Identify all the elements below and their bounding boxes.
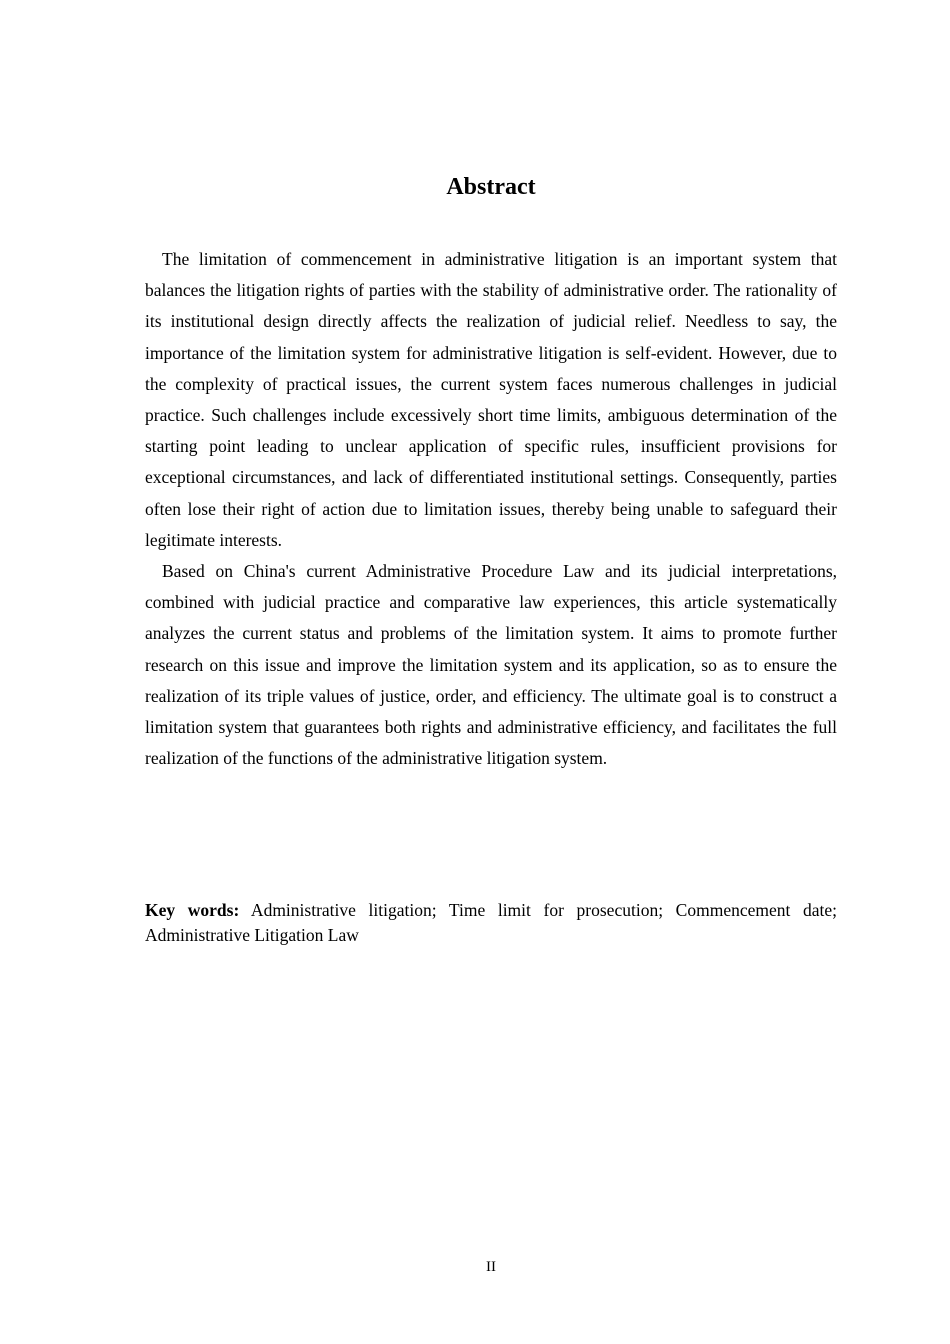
- abstract-paragraph-2: Based on China's current Administrative Procedure Law and its judicial interpretations, combined with judicial practice and comparative law experiences, this article systematically analyzes the current status and problems of the limitation system. It aims to promote further research on this issue and improve the limitation system and its application, so as to ensure the realization of its triple values of justice, order, and efficiency. The ultimate goal is to construct a limitation system that guarantees both rights and administrative efficiency, and facilitates the full realization of the functions of the administrative litigation system.: [145, 561, 837, 769]
- abstract-paragraph-1: The limitation of commencement in administrative litigation is an important system that balances the litigation rights of parties with the stability of administrative order. The rationality of its institutional design directly affects the realization of judicial relief. Needless to say, the importance of the limitation system for administrative litigation is self-evident. However, due to the complexity of practical issues, the current system faces numerous challenges in judicial practice. Such challenges include excessively short time limits, ambiguous determination of the starting point leading to unclear application of specific rules, insufficient provisions for exceptional circumstances, and lack of differentiated institutional settings. Consequently, parties often lose their right of action due to limitation issues, thereby being unable to safeguard their legitimate interests.: [145, 249, 837, 550]
- keywords-label: Key words:: [145, 900, 240, 920]
- page-title: Abstract: [446, 174, 536, 200]
- abstract-body: [145, 244, 837, 774]
- keywords-text: Administrative litigation; Time limit for prosecution; Commencement date; Administrative Litigation Law: [145, 900, 837, 945]
- page-number: II: [486, 1259, 496, 1275]
- keywords-line: [145, 898, 837, 948]
